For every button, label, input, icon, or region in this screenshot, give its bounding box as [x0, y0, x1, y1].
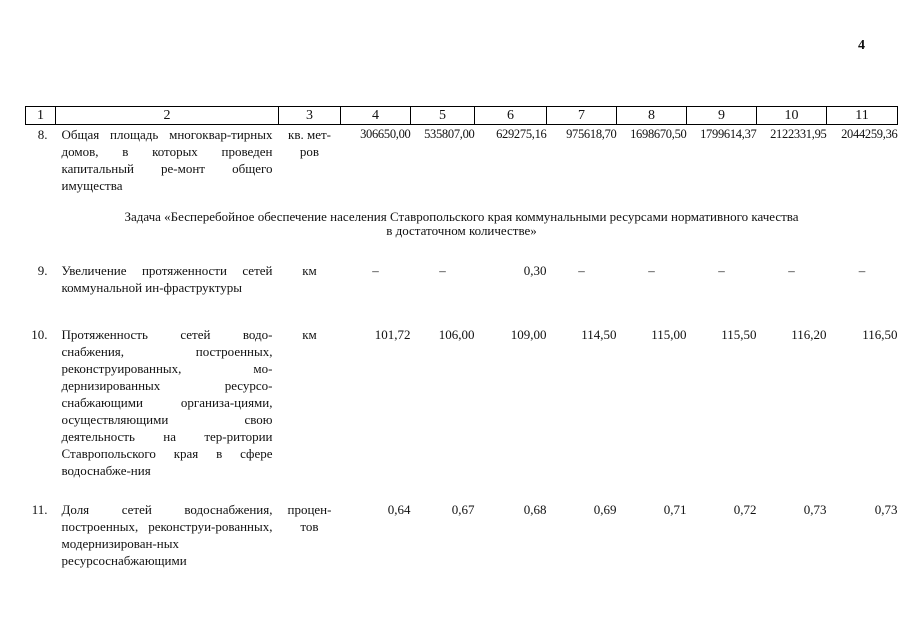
indicator-name: Общая площадь многоквар-тирных домов, в которых проведен капитальный ре-монт общего имущества: [61, 127, 273, 193]
indicator-name: Увеличение протяженности сетей коммунальной ин-фраструктуры: [61, 263, 273, 295]
task-heading-row: [26, 194, 898, 238]
row-number: 9.: [37, 263, 48, 278]
value-cell: 101,72: [374, 327, 411, 342]
value-cell: 0,30: [523, 263, 547, 278]
value-cell: 1799614,37: [700, 127, 757, 141]
header-cell: 7: [547, 107, 617, 125]
value-cell: 2122331,95: [770, 127, 827, 141]
value-cell: 0,69: [593, 502, 617, 517]
header-cell: 2: [56, 107, 279, 125]
table-row: [26, 125, 898, 195]
value-cell: 0,67: [451, 502, 475, 517]
indicators-table: [25, 106, 898, 569]
page-number: 4: [858, 38, 865, 53]
value-cell: –: [718, 263, 725, 278]
table-row: [26, 238, 898, 296]
value-cell: 116,20: [791, 327, 827, 342]
value-cell: 0,73: [803, 502, 827, 517]
value-cell: 115,50: [721, 327, 757, 342]
indicator-name: Доля сетей водоснабжения, построенных, реконструи-рованных, модернизирован-ных ресурсоснабжающими: [61, 502, 273, 568]
value-cell: 0,68: [523, 502, 547, 517]
value-cell: 115,00: [651, 327, 687, 342]
indicator-name: Протяженность сетей водо-снабжения, построенных, реконструированных, мо-дернизированных ресурсо-снабжающими организа-циями, осуществляющими свою деятельность на тер-ритории Ставропольского края в сфере водоснабже-ния: [61, 327, 273, 478]
value-cell: 629275,16: [496, 127, 547, 141]
value-cell: –: [788, 263, 795, 278]
header-cell: 9: [687, 107, 757, 125]
value-cell: 0,64: [387, 502, 411, 517]
value-cell: –: [439, 263, 446, 278]
value-cell: 0,72: [733, 502, 757, 517]
task-heading-line: в достаточном количестве»: [386, 223, 537, 238]
value-cell: 975618,70: [566, 127, 617, 141]
task-heading-line: Задача «Бесперебойное обеспечение населения Ставропольского края коммунальными ресурсами нормативного качества: [124, 209, 799, 224]
table-row: [26, 479, 898, 569]
unit-cell: кв. мет-ров: [288, 127, 331, 159]
row-number: 11.: [31, 502, 48, 517]
value-cell: 109,00: [510, 327, 547, 342]
task-heading: [26, 194, 898, 238]
value-cell: 1698670,50: [630, 127, 687, 141]
value-cell: 106,00: [438, 327, 475, 342]
value-cell: 306650,00: [360, 127, 411, 141]
header-cell: 11: [827, 107, 898, 125]
header-cell: 5: [411, 107, 475, 125]
row-number: 8.: [37, 127, 48, 142]
unit-cell: км: [302, 263, 317, 278]
value-cell: –: [648, 263, 655, 278]
table-header-row: [26, 107, 898, 125]
header-cell: 1: [26, 107, 56, 125]
value-cell: 114,50: [581, 327, 617, 342]
value-cell: 535807,00: [424, 127, 475, 141]
value-cell: –: [578, 263, 585, 278]
header-cell: 4: [341, 107, 411, 125]
value-cell: 2044259,36: [841, 127, 898, 141]
value-cell: 0,73: [874, 502, 898, 517]
value-cell: 116,50: [862, 327, 898, 342]
header-cell: 8: [617, 107, 687, 125]
value-cell: 0,71: [663, 502, 687, 517]
table-row: [26, 296, 898, 479]
value-cell: –: [858, 263, 866, 278]
value-cell: –: [372, 263, 379, 278]
unit-cell: км: [302, 327, 317, 342]
header-cell: 3: [279, 107, 341, 125]
header-cell: 10: [757, 107, 827, 125]
row-number: 10.: [31, 327, 48, 342]
header-cell: 6: [475, 107, 547, 125]
unit-cell: процен-тов: [287, 502, 332, 534]
